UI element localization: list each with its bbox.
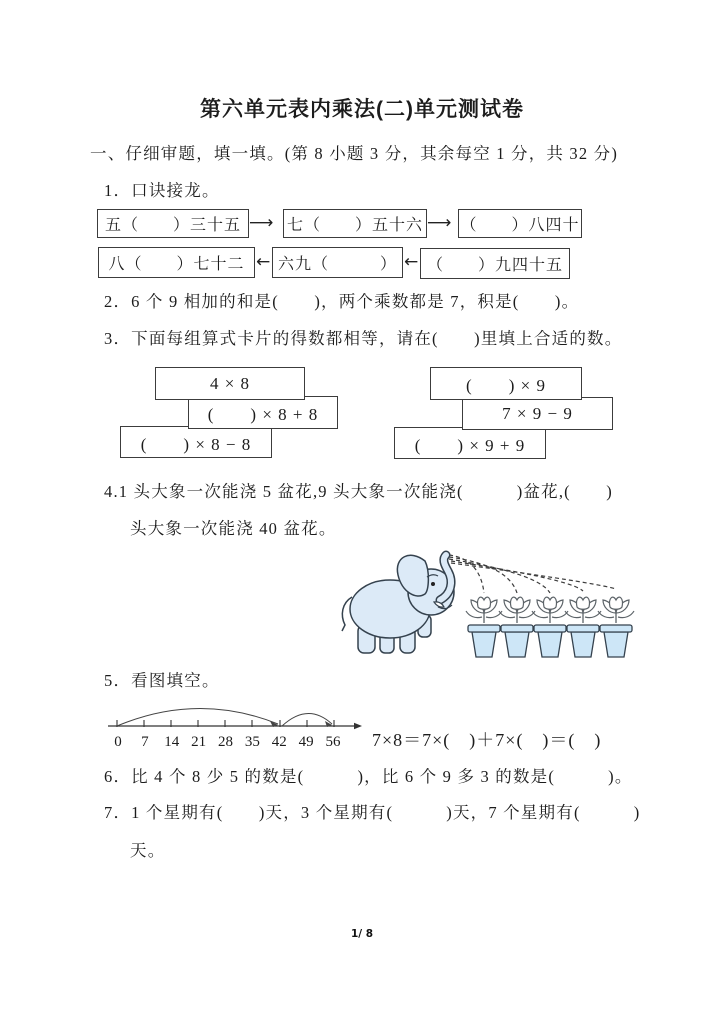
tick-label: 35 bbox=[244, 734, 260, 750]
arrow-right-icon: ⟶ bbox=[249, 213, 274, 233]
tick-label: 42 bbox=[271, 734, 287, 750]
q3-label: 3．下面每组算式卡片的得数都相等，请在( )里填上合适的数。 bbox=[104, 329, 623, 348]
q7-line2: 天。 bbox=[130, 841, 166, 860]
flower-pots bbox=[466, 597, 634, 657]
page-number: 1/ 8 bbox=[350, 928, 374, 940]
tick-label: 49 bbox=[298, 734, 314, 750]
chain-box-3: （ ）八四十 bbox=[458, 209, 582, 238]
chain-box-4: 八（ ）七十二 bbox=[98, 247, 255, 278]
card-right-middle: 7 × 9 − 9 bbox=[462, 397, 613, 430]
elephant-figure bbox=[342, 555, 454, 653]
tick-label: 21 bbox=[191, 734, 207, 750]
tick-label: 56 bbox=[325, 734, 341, 750]
tick-label: 14 bbox=[164, 734, 180, 750]
number-line-ticks bbox=[107, 734, 344, 751]
page-title: 第六单元表内乘法(二)单元测试卷 bbox=[200, 98, 524, 121]
tick-label: 7 bbox=[141, 734, 149, 750]
q1-label: 1．口诀接龙。 bbox=[104, 181, 220, 200]
q5-label: 5．看图填空。 bbox=[104, 671, 220, 690]
chain-box-6: （ ）九四十五 bbox=[420, 248, 570, 279]
arrow-left-icon: ← bbox=[256, 252, 271, 272]
arrow-left-icon: ← bbox=[404, 252, 419, 272]
card-left-middle: ( ) × 8 + 8 bbox=[188, 396, 338, 429]
chain-box-1: 五（ ）三十五 bbox=[97, 209, 249, 238]
chain-box-5: 六九（ ） bbox=[272, 247, 403, 278]
card-right-bottom: ( ) × 9 + 9 bbox=[394, 427, 546, 459]
q4-line1: 4.1 头大象一次能浇 5 盆花,9 头大象一次能浇( )盆花,( ) bbox=[104, 482, 613, 501]
card-left-bottom: ( ) × 8 − 8 bbox=[120, 426, 272, 458]
q4-line2: 头大象一次能浇 40 盆花。 bbox=[130, 519, 337, 538]
tick-label: 28 bbox=[218, 734, 233, 750]
card-right-top: ( ) × 9 bbox=[430, 367, 582, 400]
card-left-top: 4 × 8 bbox=[155, 367, 305, 400]
q7-line1: 7．1 个星期有( )天，3 个星期有( )天，7 个星期有( ) bbox=[104, 803, 641, 822]
section-heading: 一、仔细审题，填一填。(第 8 小题 3 分，其余每空 1 分，共 32 分) bbox=[90, 144, 619, 163]
water-spray bbox=[449, 555, 616, 593]
q2-text: 2．6 个 9 相加的和是( )，两个乘数都是 7，积是( )。 bbox=[104, 292, 580, 311]
tick-label: 0 bbox=[114, 734, 122, 750]
arrow-right-icon: ⟶ bbox=[427, 213, 452, 233]
elephant-watering-illustration bbox=[330, 545, 640, 663]
q6-text: 6．比 4 个 8 少 5 的数是( )，比 6 个 9 多 3 的数是( )。 bbox=[104, 767, 633, 786]
chain-box-2: 七（ ）五十六 bbox=[283, 209, 427, 238]
q5-equation: 7×8＝7×( )＋7×( )＝( ) bbox=[372, 730, 602, 750]
